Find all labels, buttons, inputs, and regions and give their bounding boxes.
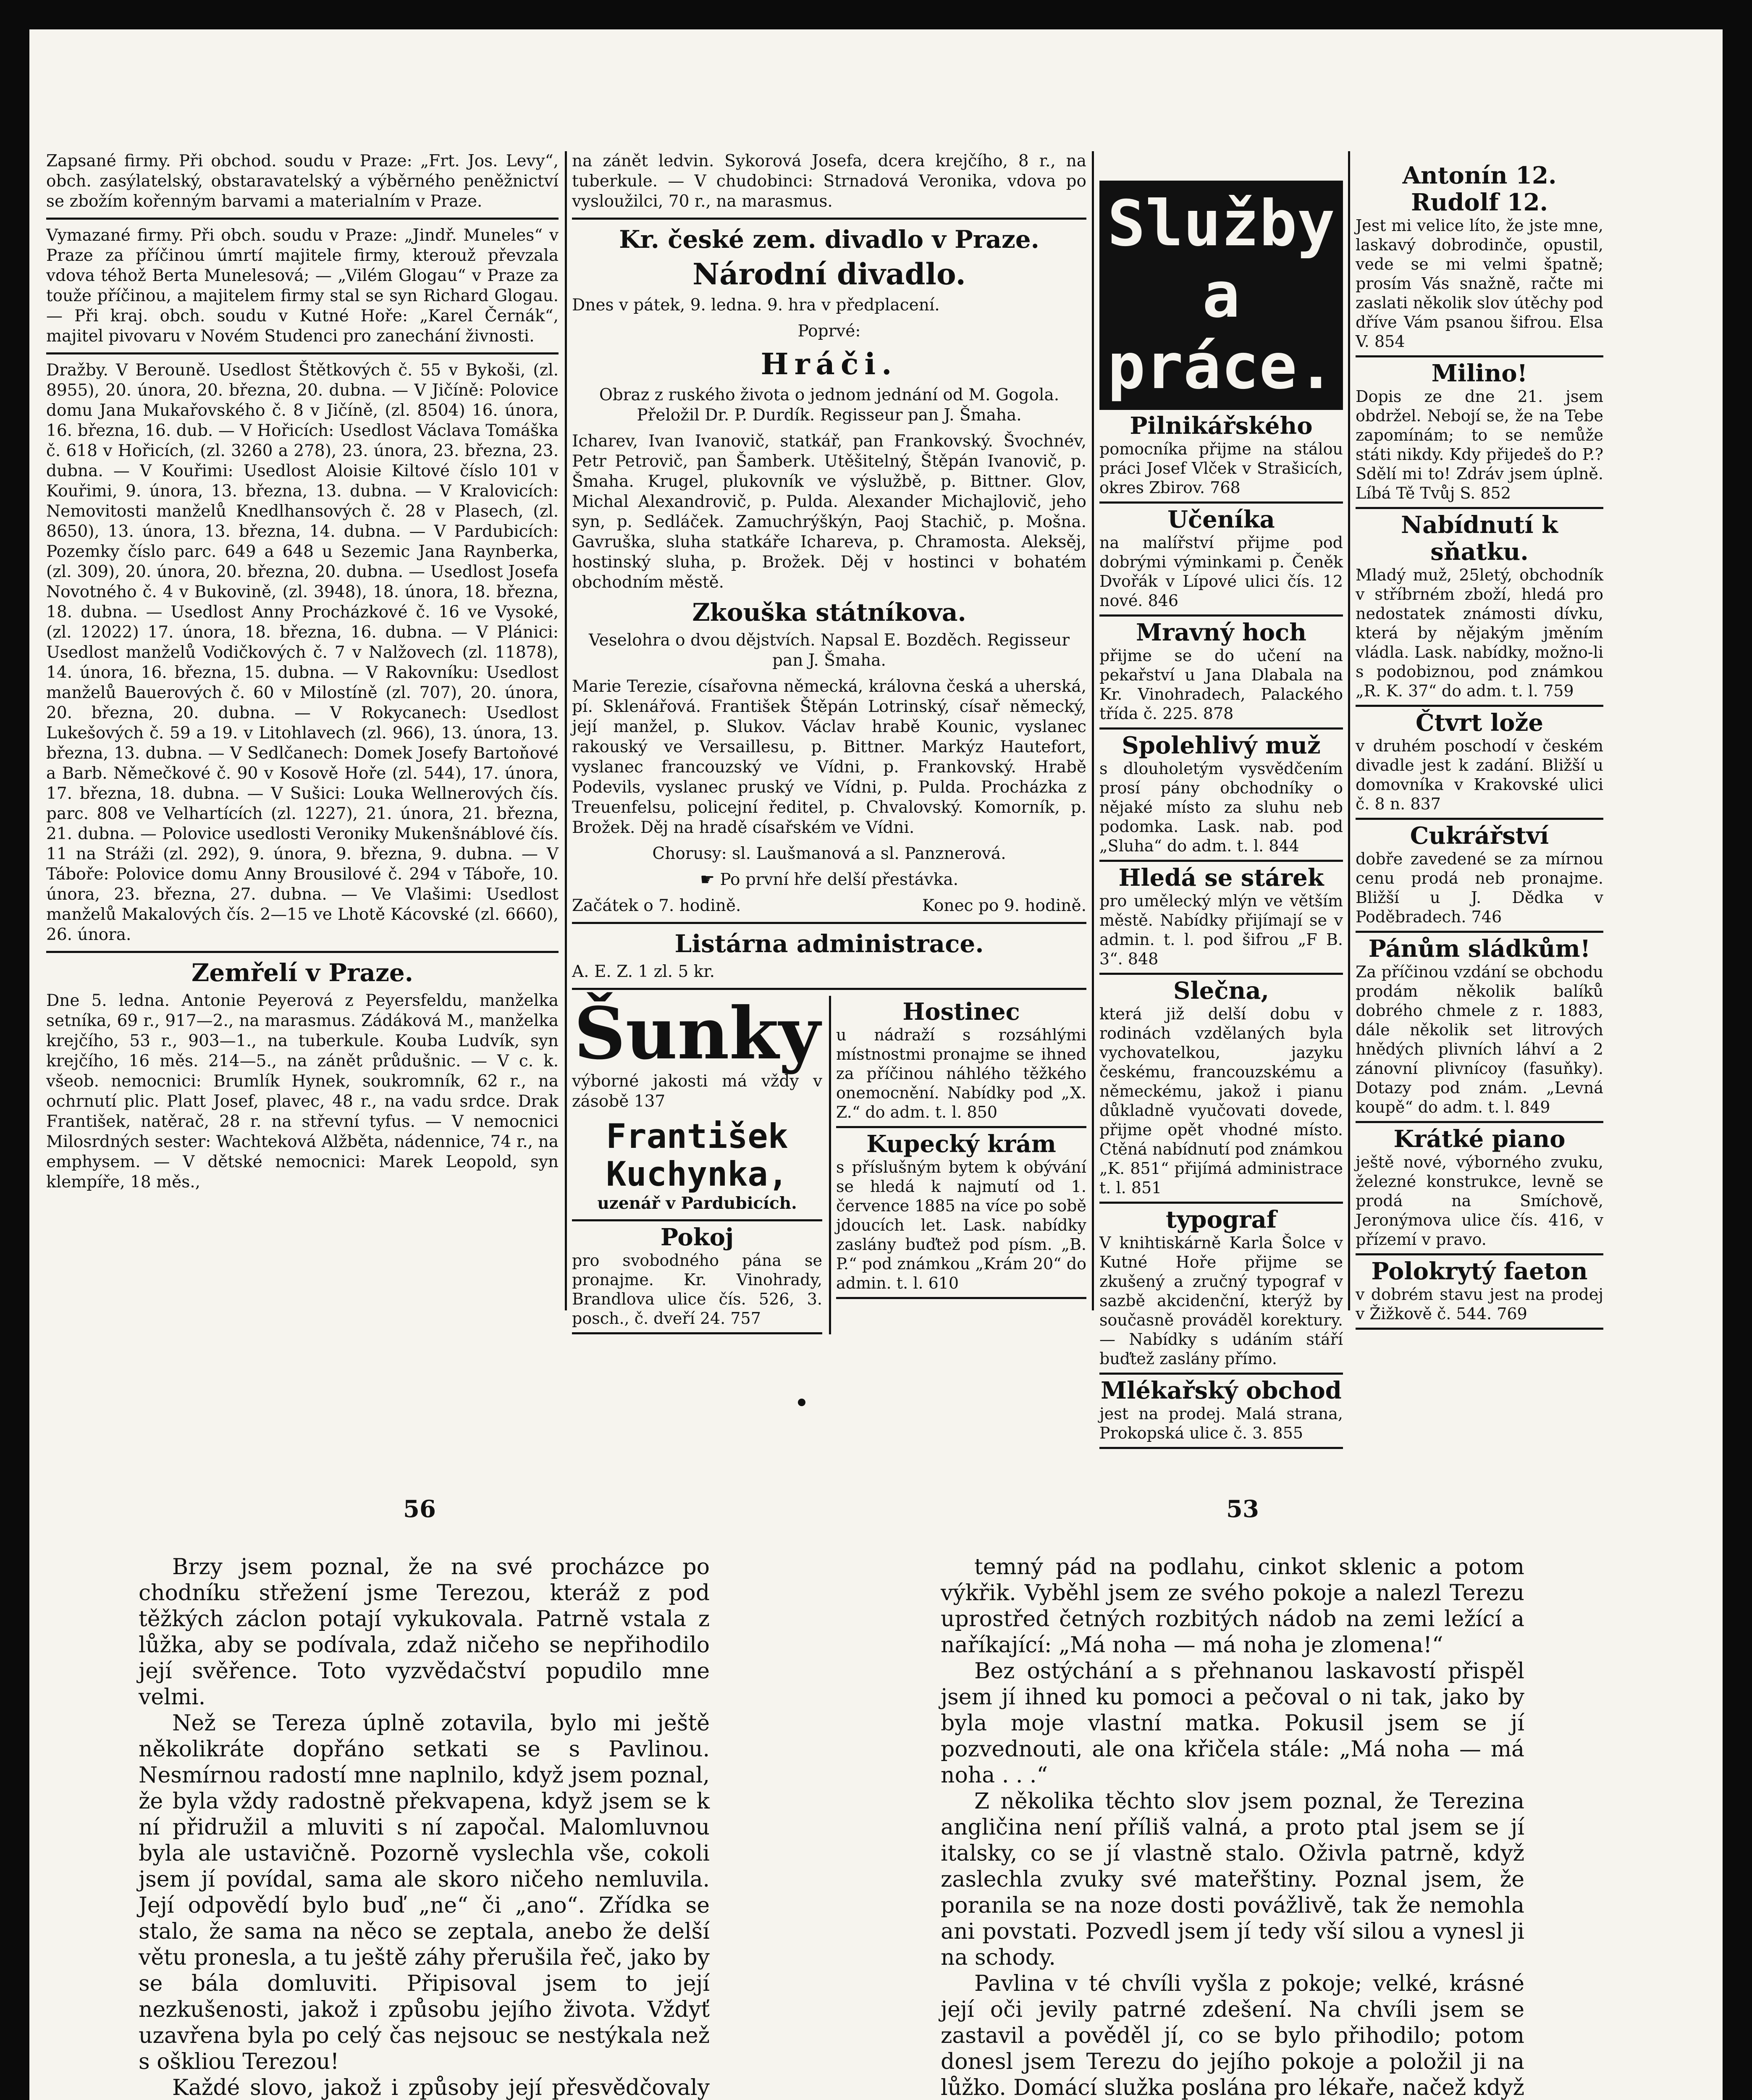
- col3-ad: [1099, 1204, 1343, 1375]
- sunky-title: Šunky: [574, 992, 821, 1076]
- column-separator: [565, 151, 567, 1310]
- left-page-text: [139, 1554, 710, 2100]
- ad-pokoj-num: 757: [730, 1309, 761, 1328]
- ad-number: 852: [1480, 484, 1511, 502]
- ad-pokoj: [572, 1219, 822, 1334]
- play-2-cast: Marie Terezie, císařovna německá, královna česká a uherská, pí. Sklenářová. František Štěpán Lotrinský, císař německý, její manžel, p. Slukov. Václav hrabě Kounic, vyslanec rakouský ve Versaillesu, p. Bittner. Markýz Hautefort, vyslanec francouzský ve Vídni, p. Frankovský. Hrabě Podevils, vyslanec pruský ve Vídni, p. Pulda. Procházka z Treuenfelsu, policejní ředitel, p. Chvalovský. Komorník, p. Brožek. Děj na hradě císařském ve Vídni.: [572, 677, 1086, 837]
- drazby: Dražby. V Berouně. Usedlost Štětkových č. 55 v Bykoši, (zl. 8955), 20. února, 20. března, 20. dubna. — V Jičíně: Polovice domu Jana Mukařovského č. 8 v Jičíně, (zl. 8504) 16. února, 16. března, 16. dub. — V Hořicích: Usedlost Václava Tomáška č. 618 v Hořicích, (zl. 3260 a 278), 23. února, 23. března, 23. dubna. — V Kouřimi: Usedlost Aloisie Kiltové číslo 101 v Kouřimi, 9. února, 13. března, 13. dubna. — V Kralovicích: Nemovitosti manželů Knedlhansových č. 28 v Plasech, (zl. 8650), 13. února, 13. března, 14. dubna. — V Pardubicích: Pozemky číslo parc. 649 a 648 u Sezemic Jana Raynberka, (zl. 309), 20. února, 20. března, 20. dubna. — Usedlost Josefa Novotného č. 4 v Bukovině, (zl. 3948), 18. února, 18. března, 18. dubna. — Usedlost Anny Procházkové č. 16 ve Vysoké, (zl. 12022) 17. února, 18. března, 16. dubna. — V Plánici: Usedlost manželů Vodičkových č. 7 v Nalžovech (zl. 11878), 14. února, 16. března, 15. dubna. — V Rakovníku: Usedlost manželů Bauerových č. 60 v Milostíně (zl. 707), 20. února, 20. března, 20. dubna. — V Rokycanech: Usedlost Lukešových č. 59 a 19. v Litohlavech (zl. 966), 13. února, 13. března, 13. dubna. — V Sedlčanech: Domek Josefy Bartoňové a Barb. Němečkové č. 90 v Kosově Hoře (zl. 544), 17. února, 17. března, 18. dubna. — V Sušici: Louka Wellnerových čís. parc. 808 ve Velhartících (zl. 1227), 21. února, 21. března, 21. dubna. — Polovice usedlosti Veroniky Mukenšnáblové čís. 11 na Stráži (zl. 292), 9. února, 9. března, 9. dubna. — V Táboře: Polovice domu Anny Brousilové č. 294 v Táboře, 10. února, 23. března, 27. dubna. — Ve Vlašimi: Usedlost manželů Makalových čís. 2—15 ve Lhotě Kácovské (zl. 6660), 26. února.: [46, 361, 559, 944]
- ad-number: 844: [1269, 837, 1299, 855]
- theatre-subtitle: Národní divadlo.: [692, 257, 966, 291]
- chorus: Chorusy: sl. Laušmanová a sl. Panznerová.: [652, 844, 1006, 863]
- ad-body-text: jest na prodej. Malá strana, Prokopská ulice č. 3.: [1099, 1404, 1343, 1442]
- ad-body-text: v dobrém stavu jest na prodej v Žižkově č. 544.: [1356, 1285, 1603, 1323]
- ad-number: 746: [1471, 908, 1502, 926]
- sunky-num: 137: [634, 1092, 666, 1111]
- col4-ad: [1356, 1123, 1603, 1255]
- page-number-left: 56: [403, 1495, 436, 1523]
- theatre-title: Kr. české zem. divadlo v Praze.: [619, 225, 1039, 254]
- ad-body: [1099, 533, 1343, 610]
- ad-number: 846: [1148, 591, 1179, 610]
- ad-kram-title: Kupecký krám: [866, 1130, 1056, 1158]
- column-4: [1356, 160, 1603, 1323]
- ad-pokoj-body: [572, 1251, 822, 1328]
- zemreli-text: Dne 5. ledna. Antonie Peyerová z Peyersfeldu, manželka setníka, 69 r., 917—2., na marasmus. Zádáková M., manželka krejčího, 53 r., 903—1., na tuberkule. Kouba Ludvík, syn krejčího, 16 měs. 214—5., na zánět průdušnic. — V c. k. všeob. nemocnici: Brumlík Hynek, soukromník, 62 r., na ochrnutí plic. Platt Josef, plavec, 48 r., na vadu srdce. Drak František, natěrač, 28 r. na střevní tyfus. — V nemocnici Milosrdných sester: Wachteková Alžběta, nádennice, 74 r., na emphysem. — V dětské nemocnici: Marek Leopold, syn klempíře, 18 měs.,: [46, 991, 559, 1192]
- ad-body: [1099, 439, 1343, 497]
- ad-body-text: ještě nové, výborného zvuku, železné konstrukce, levně se prodá na Smíchově, Jeronýmova ulice čís. 416, v přízemí v pravo.: [1356, 1153, 1603, 1249]
- ad-number: 851: [1131, 1179, 1162, 1197]
- ad-kram-text: s příslušným bytem k obývání se hledá k najmutí od 1. července 1885 na více po sobě jdoucích let. Lask. nabídky zaslány buďtež pod písm. „B. P.“ pod známkou „Krám 20“ do admin. t. l.: [836, 1158, 1086, 1292]
- col4-ad: [1356, 820, 1603, 933]
- ad-body-text: která již delší dobu v rodinách vzdělaných byla vychovatelkou, jazyku českému, francouzskému a německému, jakož i pianu důkladně vyučovati dovede, přijme opět vhodné místo. Ctěná nabídnutí pod známkou „K. 851“ přijímá administrace t. l.: [1099, 1005, 1343, 1197]
- ad-title: Pánům sládkům!: [1368, 935, 1591, 963]
- right-page-paragraph: Pavlina v té chvíli vyšla z pokoje; velké, krásné její oči jevily patrné zdešení. Na chvíli jsem se zastavil a pověděl jí, co se bylo přihodilo; potom donesl jsem Terezu do jejího pokoje a položil ji na lůžko. Domácí služka poslána pro lékaře, načež když: [941, 1971, 1524, 2100]
- end-time: Konec po 9. hodině.: [922, 896, 1086, 915]
- ad-body: [1356, 849, 1603, 927]
- col4-ad: [1356, 509, 1603, 707]
- col3-ad: [1099, 975, 1343, 1204]
- ad-hostinec-num: 850: [967, 1103, 998, 1121]
- ad-number: 849: [1519, 1098, 1550, 1116]
- left-page-paragraph: Brzy jsem poznal, že na své procházce po chodníku střežení jsme Terezou, kteráž z pod těžkých záclon potají vykukovala. Patrně vstala z lůžka, aby se podívala, zdaž ničeho se nepřihodilo její svěřence. Toto vyzvědačství popudilo mne velmi.: [139, 1554, 710, 1710]
- col3-ad: [1099, 617, 1343, 730]
- divider: [572, 218, 1086, 220]
- divider: [46, 951, 559, 953]
- ad-number: 768: [1210, 478, 1241, 497]
- kuchynka-sub: uzenář v Pardubicích.: [597, 1194, 797, 1213]
- ad-hostinec-text: u nádraží s rozsáhlými místnostmi pronajme se ihned za příčinou náhlého těžkého onemocnění. Nabídky pod „X. Z.“ do adm. t. l.: [836, 1026, 1086, 1121]
- ad-kram-num: 610: [928, 1274, 959, 1292]
- ad-number: 848: [1128, 950, 1159, 968]
- divider: [46, 218, 559, 220]
- col3-ad: [1099, 504, 1343, 617]
- column-2: [572, 151, 1086, 1328]
- page-number-right: 53: [1226, 1495, 1259, 1523]
- ad-body-text: s dlouholetým vysvědčením prosí pány obchodníky o nějaké místo za sluhu neb podomka. Lask. nab. pod „Sluha“ do adm. t. l.: [1099, 759, 1343, 855]
- col3-ad: [1099, 862, 1343, 975]
- col3-ad: [1099, 730, 1343, 862]
- kuchynka-name: František Kuchynka,: [606, 1117, 788, 1194]
- ads-left: [572, 992, 822, 1334]
- col3-ad: [1099, 410, 1343, 504]
- column-1: [46, 151, 559, 1294]
- ad-title: Nabídnutí k sňatku.: [1401, 511, 1558, 566]
- ad-pokoj-title: Pokoj: [660, 1223, 734, 1251]
- pause-text: Po první hře delší přestávka.: [720, 870, 959, 889]
- play-1-cast: Icharev, Ivan Ivanovič, statkář, pan Frankovský. Švochnév, Petr Petrovič, pan Šamberk. Utěšitelný, Štěpán Ivanovič, p. Šmaha. Krugel, plukovník ve výslužbě, p. Bittner. Glov, Michal Alexandrovič, p. Pulda. Alexander Michajlovič, jeho syn, p. Sedláček. Zamuchrýškýn, Paoj Stachič, p. Mošna. Gavruška, sluha statkáře Ichareva, p. Chramosta. Aleksěj, hostinský sluha, p. Brožek. Děj v hostinci v bohatém obchodním městě.: [572, 432, 1086, 592]
- pause-note: [572, 870, 1086, 890]
- ad-title: typograf: [1166, 1206, 1277, 1234]
- col4-ads: [1356, 160, 1603, 1330]
- col3-ad: [1099, 1375, 1343, 1449]
- times: [572, 896, 1086, 916]
- ad-title: Spolehlivý muž: [1122, 732, 1321, 759]
- premiere-label: Poprvé:: [797, 322, 861, 341]
- ad-title: Antonín 12. Rudolf 12.: [1402, 162, 1557, 216]
- ad-title: Krátké piano: [1393, 1125, 1566, 1153]
- ad-pokoj-text: pro svobodného pána se pronajme. Kr. Vinohrady, Brandlova ulice čís. 526, 3. posch., č. dveří 24.: [572, 1251, 822, 1328]
- ad-kram: [836, 1128, 1086, 1299]
- ad-body-text: Za příčinou vzdání se obchodu prodám několik balíků dobrého chmele z r. 1883, dále několik set litrových hnědých plivních láhví a 2 zánovní plivnícoy (fasuňky). Dotazy pod znám. „Levná koupě“ do adm. t. l.: [1356, 963, 1603, 1116]
- right-page-text: [941, 1554, 1524, 2100]
- ad-body: [1099, 891, 1343, 969]
- play-2-desc: Veselohra o dvou dějstvích. Napsal E. Bozděch. Regisseur pan J. Šmaha.: [588, 631, 1070, 670]
- ad-body: [1356, 962, 1603, 1117]
- zemreli-continued: na zánět ledvin. Sykorová Josefa, dcera krejčího, 8 r., na tuberkule. — V chudobinci: Strnadová Veronika, vdova po vysloužilci, 70 r., na marasmus.: [572, 152, 1086, 211]
- ad-body: [1099, 1004, 1343, 1197]
- col4-ad: [1356, 357, 1603, 509]
- ad-title: Mravný hoch: [1136, 619, 1306, 646]
- ad-number: 878: [1203, 704, 1234, 723]
- divider: [572, 922, 1086, 924]
- ad-body-text: pomocníka přijme na stálou práci Josef Vlček v Strašicích, okres Zbirov.: [1099, 440, 1343, 497]
- ad-body: [1099, 646, 1343, 723]
- ad-number: 854: [1374, 332, 1405, 351]
- ad-title: Mlékařský obchod: [1101, 1377, 1342, 1404]
- left-page-paragraph: Než se Tereza úplně zotavila, bylo mi ještě několikráte dopřáno setkati se s Pavlinou. Nesmírnou radostí mne naplnilo, když jsem poznal, že byla vždy radostně překvapena, když jsem se k ní přidružil a mluviti s ní započal. Malomluvnou byla ale ustavičně. Pozorně vyslechla vše, cokoli jsem jí povídal, sama ale skoro ničeho nemluvila. Její odpovědí bylo buď „ne“ či „ano“. Zřídka se stalo, že sama na něco se zeptala, anebo že delší větu pronesla, a tu ještě záhy přerušila řeč, jako by se bála domluviti. Připisoval jsem to její nezkušenosti, jakož i způsobu jejího života. Vždyť uzavřena byla po celý čas nejsouc se nestýkala než s oškliou Terezou!: [139, 1711, 710, 2074]
- ad-number: 837: [1410, 795, 1441, 813]
- pointing-hand-icon: ☛: [700, 870, 720, 889]
- ad-title: Cukrářství: [1410, 822, 1549, 850]
- ad-hostinec: [836, 996, 1086, 1128]
- ad-body-text: Dopis ze dne 21. jsem obdržel. Nebojí se, že na Tebe zapomínám; to se nemůže státi nikdy. Kdy přijedeš do P.? Sdělí mi to! Zdráv jsem úplně. Líbá Tě Tvůj S.: [1356, 387, 1603, 502]
- ad-number: 855: [1272, 1424, 1304, 1442]
- ad-body-text: V knihtiskárně Karla Šolce v Kutné Hoře přijme se zkušený a zručný typograf v sazbě akcidenční, kterýž by současně prováděl korektury. — Nabídky s udáním stáří buďtež zaslány přímo.: [1099, 1234, 1343, 1368]
- ad-body-text: Mladý muž, 25letý, obchodník v stříbrném zboží, hledá pro nedostatek známosti dívku, která by nějakým jměním vládla. Lask. nabídky, možno-li s podobiznou, pod známkou „R. K. 37“ do adm. t. l.: [1356, 566, 1603, 700]
- play-1-desc: Obraz z ruského života o jednom jednání od M. Gogola. Přeložil Dr. P. Durdík. Regisseur pan J. Šmaha.: [599, 386, 1060, 425]
- col3-ads: [1099, 410, 1343, 1449]
- zapsane-firmy: Zapsané firmy. Při obchod. soudu v Praze: „Frt. Jos. Levy“, obch. zasýlatelský, obstaravatelský a výběrného peněžnictví se zbožím kořenným barvami a materialním v Praze.: [46, 152, 559, 211]
- ad-title: Pilnikářského: [1130, 412, 1313, 440]
- listarna-text: A. E. Z. 1 zl. 5 kr.: [572, 962, 715, 981]
- col4-ad: [1356, 1255, 1603, 1330]
- ad-body: [1356, 1285, 1603, 1323]
- column-separator: [1092, 151, 1094, 1310]
- right-page-paragraph: temný pád na podlahu, cinkot sklenic a potom výkřik. Vyběhl jsem ze svého pokoje a nalezl Terezu uprostřed četných rozbitých nádob na zemi ležící a naříkající: „Má noha — má noha je zlomena!“: [941, 1554, 1524, 1658]
- ad-number: 759: [1543, 682, 1574, 700]
- ad-body: [1356, 387, 1603, 503]
- col4-ad: [1356, 707, 1603, 820]
- col4-ad: [1356, 160, 1603, 357]
- left-page-paragraph: Každé slovo, jakož i způsoby její přesvědčovaly: [172, 2075, 710, 2100]
- ad-title: Hledá se stárek: [1118, 864, 1324, 892]
- column-3: [1099, 181, 1343, 1442]
- listarna-title: Listárna administrace.: [674, 929, 984, 958]
- theatre-date: Dnes v pátek, 9. ledna. 9. hra v předplacení.: [572, 296, 940, 315]
- ad-hostinec-title: Hostinec: [902, 998, 1020, 1026]
- ad-body: [1099, 759, 1343, 856]
- ad-body: [1356, 216, 1603, 351]
- play-1-title: Hráči.: [761, 346, 898, 381]
- ads-row: [572, 992, 1086, 1334]
- col4-ad: [1356, 933, 1603, 1123]
- ad-title: Učeníka: [1167, 506, 1275, 533]
- vymazane-firmy: Vymazané firmy. Při obch. soudu v Praze: „Jindř. Muneles“ v Praze za příčinou úmrtí majitele firmy, kterouž převzala vdova téhož Berta Munelesová; — „Vilém Glogau“ v Praze za touže příčinou, a majitelem firmy stal se syn Richard Glogau. — Při kraj. obch. soudu v Kutné Hoře: „Karel Černák“, majitel pivovaru v Novém Studenci pro zanechání živnosti.: [46, 226, 559, 346]
- sunky-desc-text: výborné jakosti má vždy v zásobě: [572, 1072, 822, 1111]
- start-time: Začátek o 7. hodině.: [572, 896, 741, 915]
- ad-number: 769: [1497, 1305, 1527, 1323]
- divider: [572, 988, 1086, 990]
- ad-body-text: Jest mi velice líto, že jste mne, laskavý dobrodinče, opustil, vede se mi velmi špatně; prosím Vás snažně, račte mi zaslati několik slov útěchy pod dříve Vám psanou šifrou. Elsa V.: [1356, 216, 1603, 351]
- ad-body: [1356, 736, 1603, 814]
- ad-title: Čtvrt lože: [1416, 709, 1543, 737]
- play-2-title: Zkouška státníkova.: [692, 598, 966, 627]
- ads-right: [829, 996, 1086, 1334]
- zemreli-title: Zemřelí v Praze.: [191, 958, 413, 987]
- ad-body-text: dobře zavedené se za mírnou cenu prodá neb pronajme. Bližší u J. Dědka v Poděbradech.: [1356, 850, 1603, 926]
- ad-body: [1099, 1404, 1343, 1443]
- ad-body-text: pro umělecký mlýn ve větším městě. Nabídky přijímají se v admin. t. l. pod šifrou „F B. 3“.: [1099, 892, 1343, 968]
- ad-body-text: v druhém poschodí v českém divadle jest k zadání. Bližší u domovníka v Krakovské ulici č. 8 n.: [1356, 737, 1603, 813]
- ad-body: [1356, 1152, 1603, 1249]
- column-separator: [1348, 151, 1350, 1310]
- ad-title: Polokrytý faeton: [1371, 1257, 1588, 1285]
- ad-body: [1099, 1233, 1343, 1368]
- ad-title: Slečna,: [1173, 977, 1269, 1005]
- section-banner: Služby a práce.: [1099, 181, 1343, 410]
- ink-dot: [798, 1399, 805, 1406]
- ad-kram-body: [836, 1158, 1086, 1293]
- right-page-paragraph: Bez ostýchání a s přehnanou laskavostí přispěl jsem jí ihned ku pomoci a pečoval o ni tak, jako by byla moje vlastní matka. Pokusil jsem se jí pozvednouti, ale ona křičela stále: „Má noha — má noha . . .“: [941, 1659, 1524, 1788]
- sunky-desc: [572, 1071, 822, 1112]
- divider: [46, 352, 559, 354]
- right-page-paragraph: Z několika těchto slov jsem poznal, že Terezina angličina není příliš valná, a proto ptal jsem se jí italsky, co se jí vlastně stalo. Oživla patrně, když zaslechla zvuky své mateřštiny. Poznal jsem, že poranila se na noze dosti povážlivě, tak že nemohla ani povstati. Pozvedl jsem jí tedy vší silou a vynesl ji na schody.: [941, 1789, 1524, 1970]
- ad-body: [1356, 565, 1603, 701]
- ad-title: Milino!: [1431, 360, 1528, 387]
- ad-body-text: na malířství přijme pod dobrými výminkami p. Čeněk Dvořák v Lípové ulici čís. 12 nové.: [1099, 533, 1343, 610]
- ad-hostinec-body: [836, 1025, 1086, 1122]
- ad-body-text: přijme se do učení na pekařství u Jana Dlabala na Kr. Vinohradech, Palackého třída č. 225.: [1099, 646, 1343, 723]
